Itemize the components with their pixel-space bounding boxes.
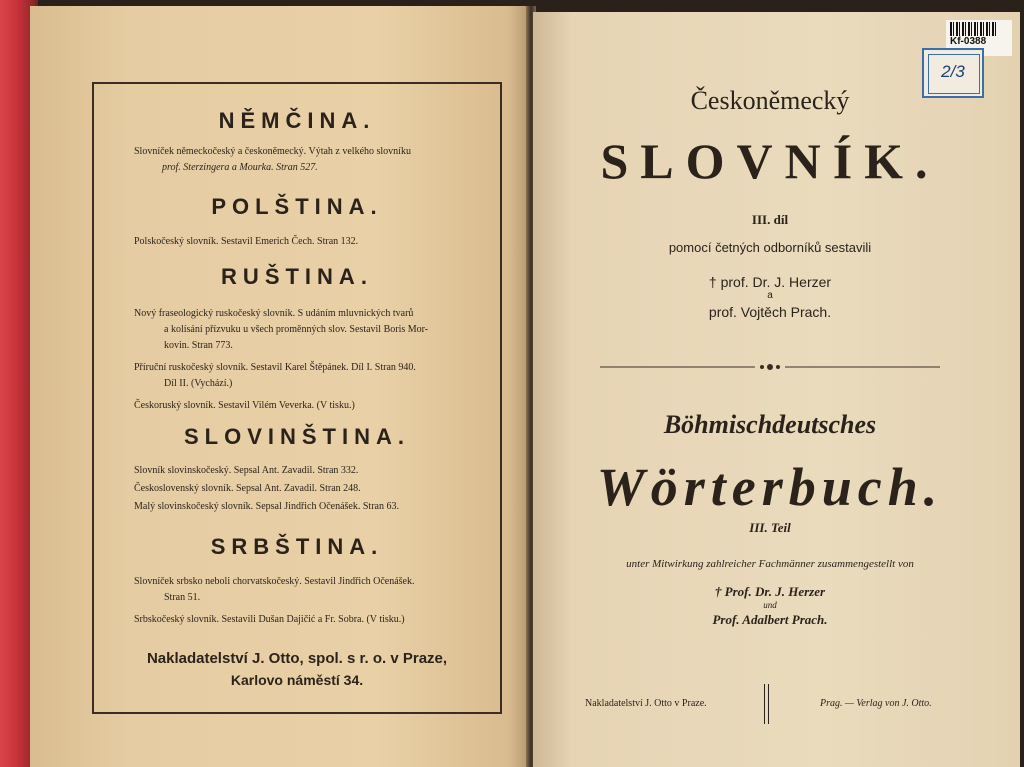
german-entry: [134, 144, 474, 176]
russian-entry-line-5: Díl II. (Vychází.): [164, 378, 233, 389]
publisher-line-1: Nakladatelství J. Otto, spol. s r. o. v Praze,: [146, 650, 448, 667]
russian-entry-line-2: a kolísání přízvuku u všech proměnných slov. Sestavil Boris Mor-: [164, 324, 429, 335]
author-2-german: Prof. Adalbert Prach.: [712, 612, 828, 627]
and-czech: a: [767, 290, 773, 301]
serbian-entries: [134, 574, 484, 628]
shelfmark-sticker: [922, 48, 984, 98]
right-page: [533, 12, 1020, 767]
imprint-separator: [764, 684, 769, 724]
barcode-icon: [950, 22, 996, 36]
part-czech: III. díl: [751, 212, 789, 227]
imprint-german: Prag. — Verlag von J. Otto.: [820, 698, 932, 709]
serbian-entry-line-1: Slovníček srbsko neboli chorvatskočeský. Sestavil Jindřich Očenášek.: [134, 576, 415, 587]
advertisement-frame: [92, 82, 502, 714]
ornamental-divider: [600, 360, 940, 374]
shelfmark-text: 2/3: [941, 62, 965, 81]
serbian-entry-line-3: Srbskočeský slovník. Sestavili Dušan Dajičić a Fr. Sobra. (V tisku.): [134, 614, 405, 625]
section-heading-russian: RUŠTINA.: [221, 264, 373, 289]
publisher-line-2: Karlovo náměstí 34.: [230, 672, 364, 688]
russian-entry-line-3: kovin. Stran 773.: [164, 340, 233, 351]
barcode-text: Kf-0388: [950, 36, 987, 47]
serbian-entry-line-2: Stran 51.: [164, 592, 201, 603]
title-big-czech: SLOVNÍK.: [600, 133, 940, 189]
compiled-czech: pomocí četných odborníků sestavili: [668, 240, 872, 255]
russian-entry-line-4: Příruční ruskočeský slovník. Sestavil Karel Štěpánek. Díl I. Stran 940.: [134, 362, 416, 373]
section-heading-german: NĚMČINA.: [218, 108, 376, 133]
slovene-entry-line-3: Malý slovinskočeský slovník. Sepsal Jindřich Očenášek. Stran 63.: [134, 501, 399, 512]
russian-entries: [134, 306, 484, 414]
author-1-german: † Prof. Dr. J. Herzer: [714, 584, 826, 599]
section-heading-slovene: SLOVINŠTINA.: [183, 424, 410, 449]
author-1-czech: † prof. Dr. J. Herzer: [708, 274, 832, 290]
title-small-german: Böhmischdeutsches: [663, 410, 877, 439]
slovene-entry-line-1: Slovník slovinskočeský. Sepsal Ant. Zavadil. Stran 332.: [134, 465, 359, 476]
author-2-czech: prof. Vojtěch Prach.: [708, 304, 832, 320]
imprint-czech: Nakladatelství J. Otto v Praze.: [585, 698, 707, 709]
slovene-entries: [134, 462, 484, 516]
section-heading-polish: POLŠTINA.: [211, 194, 383, 219]
and-german: und: [763, 600, 777, 610]
title-big-german: Wörterbuch.: [596, 457, 944, 517]
polish-entry: Polskočeský slovník. Sestavil Emerich Čech. Stran 132.: [134, 236, 359, 247]
russian-entry-line-6: Českoruský slovník. Sestavil Vilém Veverka. (V tisku.): [134, 400, 355, 411]
russian-entry-line-1: Nový fraseologický ruskočeský slovník. S udáním mluvnických tvarů: [134, 308, 414, 319]
german-entry-line-2: prof. Sterzingera a Mourka. Stran 527.: [162, 162, 318, 173]
part-german: III. Teil: [749, 520, 791, 535]
section-heading-serbian: SRBŠTINA.: [210, 534, 384, 559]
title-small-czech: Českoněmecký: [690, 86, 850, 115]
compiled-german: unter Mitwirkung zahlreicher Fachmänner zusammengestellt von: [626, 558, 914, 570]
slovene-entry-line-2: Československý slovník. Sepsal Ant. Zavadil. Stran 248.: [134, 483, 361, 494]
german-entry-line-1: Slovníček německočeský a českoněmecký. Výtah z velkého slovníku: [134, 146, 411, 157]
